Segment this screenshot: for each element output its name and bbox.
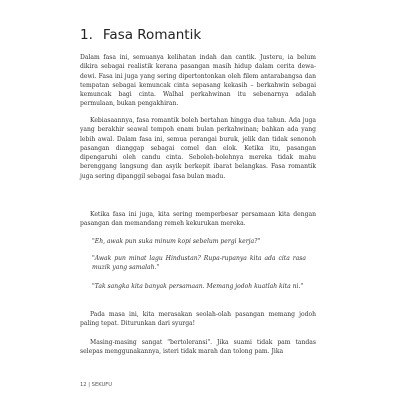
quote-3: "Tak sangka kita banyak persamaan. Memang jodoh kuatlah kita ni."	[92, 283, 304, 290]
paragraph-2: Kebiasaannya, fasa romantik boleh bertahan hingga dua tahun. Ada juga yang berakhir seawal tempoh enam bulan perkahwinan; bahkan ada yang lebih awal. Dalam fasa ini, semua perangai buruk, jelik dan tidak senonoh pasangan dianggap sebagai comel dan elok. Ketika itu, pasangan dipengaruhi oleh candu cinta. Seboleh-bolehnya mereka tidak mahu berenggang langsung dan asyik berkepit ibarat belangkas. Fasa romantik juga sering dipanggil sebagai fasa bulan madu.	[80, 117, 316, 180]
section-number: 1.	[80, 27, 93, 43]
paragraph-1: Dalam fasa ini, semuanya kelihatan indah dan cantik. Justeru, ia belum dikira sebagai realistik kerana pasangan masih hidup dalam cerita dewa-dewi. Fasa ini juga yang sering dipertontonkan oleh filem antarabangsa dan tempatan sebagai kemuncak cinta sepasang kekasih – berkahwin sebagai kemuncak bagi cinta. Walhal perkahwinan itu sebenarnya adalah permulaan, bukan pengakhiran.	[80, 54, 316, 108]
section-title: Fasa Romantik	[102, 27, 202, 43]
page-footer: 12 | SEKUFU	[80, 382, 113, 388]
paragraph-4: Pada masa ini, kita merasakan seolah-olah pasangan memang jodoh paling tepat. Diturunkan dari syurga!	[80, 311, 316, 328]
paragraph-5: Masing-masing sangat "bertoleransi". Jika suami tidak pam tandas selepas menggunakannya, isteri tidak marah dan tolong pam. Jika	[80, 339, 316, 356]
section-heading	[80, 27, 201, 43]
paragraph-3: Ketika fasa ini juga, kita sering memperbesar persamaan kita dengan pasangan dan memandang remeh kekurukan mereka.	[80, 211, 316, 228]
quote-1: "Eh, awak pun suka minum kopi sebelum pergi kerja?"	[92, 238, 261, 245]
quote-2: "Awak pun minat lagu Hindustan? Rupa-rupanya kita ada cita rasa muzik yang samalah."	[92, 255, 306, 272]
